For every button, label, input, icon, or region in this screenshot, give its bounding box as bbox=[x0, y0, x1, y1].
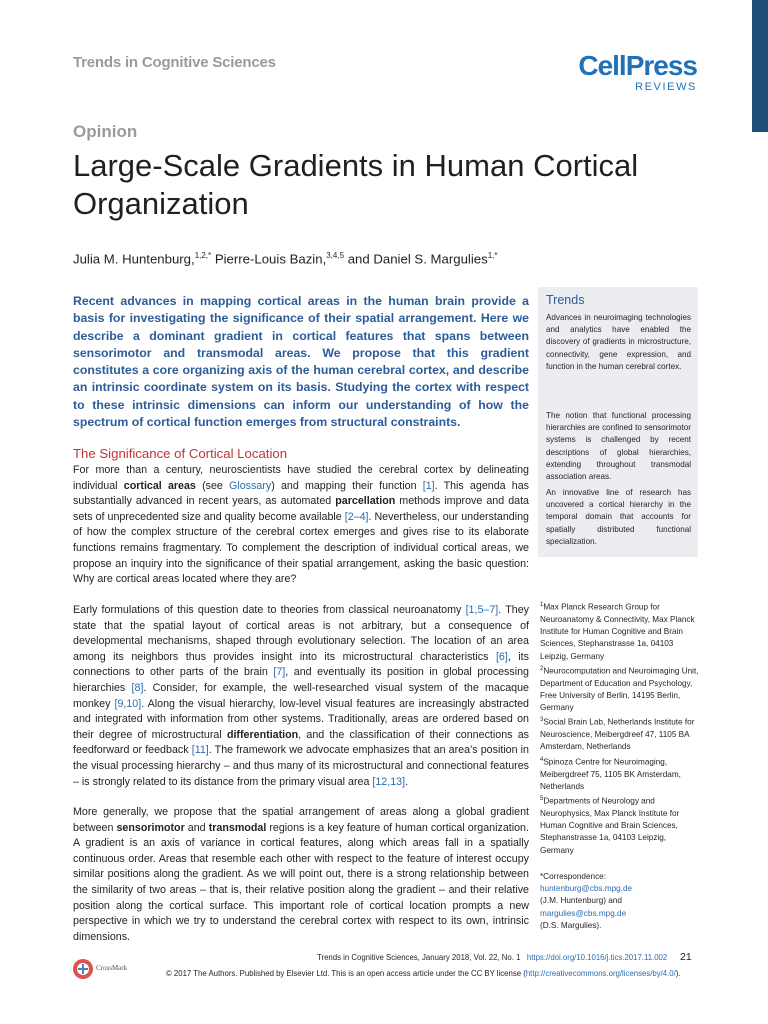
citation-link[interactable]: [11] bbox=[191, 744, 209, 757]
body-paragraph-3 bbox=[73, 805, 529, 945]
body-paragraph-1 bbox=[73, 463, 529, 588]
trends-item: The notion that functional processing hierarchies are confined to sensorimotor systems is challenged by recent descriptions of global hierarchies, extending throughout transmodal association areas. bbox=[546, 411, 691, 482]
body-text: . Nevertheless, our understanding of how the complex structure of the cerebral cortex emerges and gives rise to its elaborate functions remains fragmentary. To complement the description of individual cortical areas, we propose an inquiry into the significance of their spatial arrangement, asking the basic question: Why are cortical areas located where they are? bbox=[73, 510, 529, 586]
citation-link[interactable]: [1,5–7] bbox=[465, 604, 499, 616]
license-line bbox=[166, 969, 681, 978]
page-number: 21 bbox=[680, 951, 692, 963]
cellpress-logo-sub: REVIEWS bbox=[635, 81, 697, 93]
affiliation-number: 3 bbox=[540, 717, 544, 724]
citation-link[interactable]: [6] bbox=[495, 650, 508, 663]
body-text: , and eventually its position in global processing hierarchies bbox=[73, 666, 529, 694]
crossmark-label: CrossMark bbox=[96, 964, 128, 972]
body-text: methods improve and data sets of unprecedented size and quality become available bbox=[73, 495, 530, 523]
trends-item: An innovative line of research has uncovered a cortical hierarchy in the temporal domain that accounts for spatially distributed functional specialization. bbox=[546, 488, 691, 546]
body-text: , its connections to other parts of the brain bbox=[73, 650, 529, 679]
footer-citation bbox=[317, 953, 667, 962]
affiliation-number: 2 bbox=[540, 665, 544, 672]
body-text: ) and mapping their function bbox=[271, 479, 423, 492]
article-type: Opinion bbox=[73, 122, 138, 141]
affiliation-number: 1 bbox=[540, 602, 544, 608]
affiliation-number: 4 bbox=[540, 756, 544, 763]
citation-link[interactable]: [2–4] bbox=[344, 510, 369, 523]
article-title: Large-Scale Gradients in Human Cortical Organization bbox=[73, 148, 639, 221]
author-name: and Daniel S. Margulies bbox=[344, 251, 488, 267]
author-affiliation-marker: 1,2,* bbox=[194, 251, 212, 260]
glossary-term: differentiation bbox=[226, 728, 299, 741]
body-text: regions is a key feature of human cortical organization. A gradient is an axis of variance in cortical features, along which areas fall in a spatially continuous order. Areas that resemble each other with respect to the feature of interest occupy similar positions along the gradient. As we will point out, there is a strong relationship between the similarity of two areas – that is, their relative position along the gradient – and their relative position along the cortical surface. This important role of cortical location prompts a new perspective in which we try to understand the cerebral cortex with respect to its own, intrinsic dimensions. bbox=[73, 821, 529, 943]
email-link[interactable]: huntenburg@cbs.mpg.de bbox=[540, 884, 633, 894]
author-affiliation-marker: 3,4,5 bbox=[326, 251, 345, 260]
trends-title: Trends bbox=[546, 293, 585, 307]
crossmark-badge[interactable] bbox=[72, 958, 140, 980]
body-text: More generally, we propose that the spatial arrangement of areas along a global gradient between bbox=[73, 806, 529, 834]
glossary-term: transmodal bbox=[208, 821, 267, 834]
correspondence bbox=[540, 871, 700, 932]
abstract: Recent advances in mapping cortical areas in the human brain provide a basis for investigating the significance of their spatial arrangement. Here we describe a dominant gradient in cortical features that spans between sensorimotor and transmodal areas. We propose that this gradient constitutes a core organizing axis of the human cerebral cortex, and describe an intrinsic coordinate system on its basis. Studying the cortex with respect to these intrinsic dimensions can inform our understanding of how the spectrum of cortical function emerges from structural constraints. bbox=[73, 294, 529, 430]
journal-name: Trends in Cognitive Sciences bbox=[73, 54, 276, 71]
citation-link[interactable]: [9,10] bbox=[114, 697, 142, 710]
body-text: . This agenda has substantially advanced in recent years, as automated bbox=[73, 479, 530, 508]
citation-link[interactable]: [8] bbox=[131, 681, 144, 694]
author-name: Julia M. Huntenburg, bbox=[73, 251, 195, 267]
correspondence-label: *Correspondence: bbox=[540, 872, 606, 881]
affiliation-item bbox=[540, 793, 700, 857]
license-text: © 2017 The Authors. Published by Elsevier Ltd. This is an open access article under the CC BY license ( bbox=[166, 969, 526, 978]
citation-link[interactable]: [7] bbox=[273, 666, 286, 679]
affiliation-text: Social Brain Lab, Netherlands Institute for Neuroscience, Meibergdreef 47, 1105 BA Amsterdam, Netherlands bbox=[540, 718, 695, 752]
body-text: , and the classification of their connections as feedforward or feedback bbox=[73, 728, 529, 757]
body-text: For more than a century, neuroscientists have studied the cerebral cortex by delineating individual bbox=[73, 464, 529, 492]
affiliation-number: 5 bbox=[540, 795, 544, 802]
author-affiliation-marker: 1,* bbox=[487, 251, 498, 260]
body-text: . Consider, for example, the well-researched visual system of the macaque monkey bbox=[73, 681, 530, 710]
license-end: ). bbox=[675, 969, 681, 978]
affiliations bbox=[540, 599, 700, 857]
correspondence-name: (J.M. Huntenburg) and bbox=[540, 896, 622, 906]
body-text: . The framework we advocate emphasizes that an area’s position in the visual processing hierarchy – and thus many of its microstructural and connectional features – is strongly related to its distance from the primary visual area bbox=[73, 744, 529, 788]
glossary-link[interactable]: Glossary bbox=[229, 479, 272, 492]
affiliation-text: Neurocomputation and Neuroimaging Unit, Department of Education and Psychology, Free University of Berlin, 14195 Berlin, Germany bbox=[540, 666, 699, 713]
affiliation-text: Max Planck Research Group for Neuroanatomy & Connectivity, Max Planck Institute for Human Cognitive and Brain Sciences, Stephanstrasse 1a, 04103 Leipzig, Germany bbox=[540, 602, 695, 661]
glossary-term: sensorimotor bbox=[116, 821, 185, 834]
author-list bbox=[73, 251, 498, 266]
email-link[interactable]: margulies@cbs.mpg.de bbox=[540, 908, 627, 918]
body-text: (see bbox=[195, 479, 230, 492]
body-text: Early formulations of this question date to theories from classical neuroanatomy bbox=[73, 604, 466, 616]
glossary-term: parcellation bbox=[335, 495, 396, 508]
affiliation-item bbox=[540, 754, 700, 793]
edge-tab bbox=[752, 0, 768, 132]
affiliation-text: Spinoza Centre for Neuroimaging, Meibergdreef 75, 1105 BK Amsterdam, Netherlands bbox=[540, 757, 681, 791]
section-heading: The Significance of Cortical Location bbox=[73, 446, 288, 461]
crossmark-icon bbox=[72, 958, 94, 980]
license-link[interactable]: http://creativecommons.org/licenses/by/4.0/ bbox=[525, 969, 676, 978]
citation-link[interactable]: [1] bbox=[422, 479, 435, 492]
author-name: Pierre-Louis Bazin, bbox=[211, 251, 327, 267]
citation-link[interactable]: [12,13] bbox=[372, 775, 406, 788]
affiliation-text: Departments of Neurology and Neurophysics, Max Planck Institute for Human Cognitive and Brain Sciences, Stephanstrasse 1a, 04103 Leipzig, Germany bbox=[540, 796, 680, 855]
body-text: . bbox=[405, 775, 409, 788]
correspondence-name: (D.S. Margulies). bbox=[540, 920, 602, 930]
body-text: . They state that the spatial layout of cortical areas is not arbitrary, but a consequence of developmental mechanisms, shaped through evolutionary selection. The location of an area among its neighbors thus provides insight into its microstructural characteristics bbox=[73, 604, 530, 663]
doi-link[interactable]: https://doi.org/10.1016/j.tics.2017.11.002 bbox=[526, 953, 668, 962]
affiliation-item bbox=[540, 714, 700, 753]
body-paragraph-2 bbox=[73, 603, 529, 790]
body-text: . Along the visual hierarchy, low-level visual features are increasingly abstracted and integrated with information from other systems. Traditionally, areas are ordered based on their degree of microstructural bbox=[73, 697, 529, 741]
affiliation-item bbox=[540, 599, 700, 663]
footer-journal-line: Trends in Cognitive Sciences, January 2018, Vol. 22, No. 1 bbox=[317, 953, 521, 962]
trends-item: Advances in neuroimaging technologies and analytics have enabled the discovery of gradients in microstructure, connectivity, gene expression, and function in the human cerebral cortex. bbox=[546, 313, 691, 371]
glossary-term: cortical areas bbox=[123, 479, 196, 492]
body-text: and bbox=[184, 821, 209, 834]
cellpress-logo bbox=[577, 52, 697, 94]
affiliation-item bbox=[540, 663, 700, 715]
cellpress-logo-main: CellPress bbox=[578, 50, 697, 81]
